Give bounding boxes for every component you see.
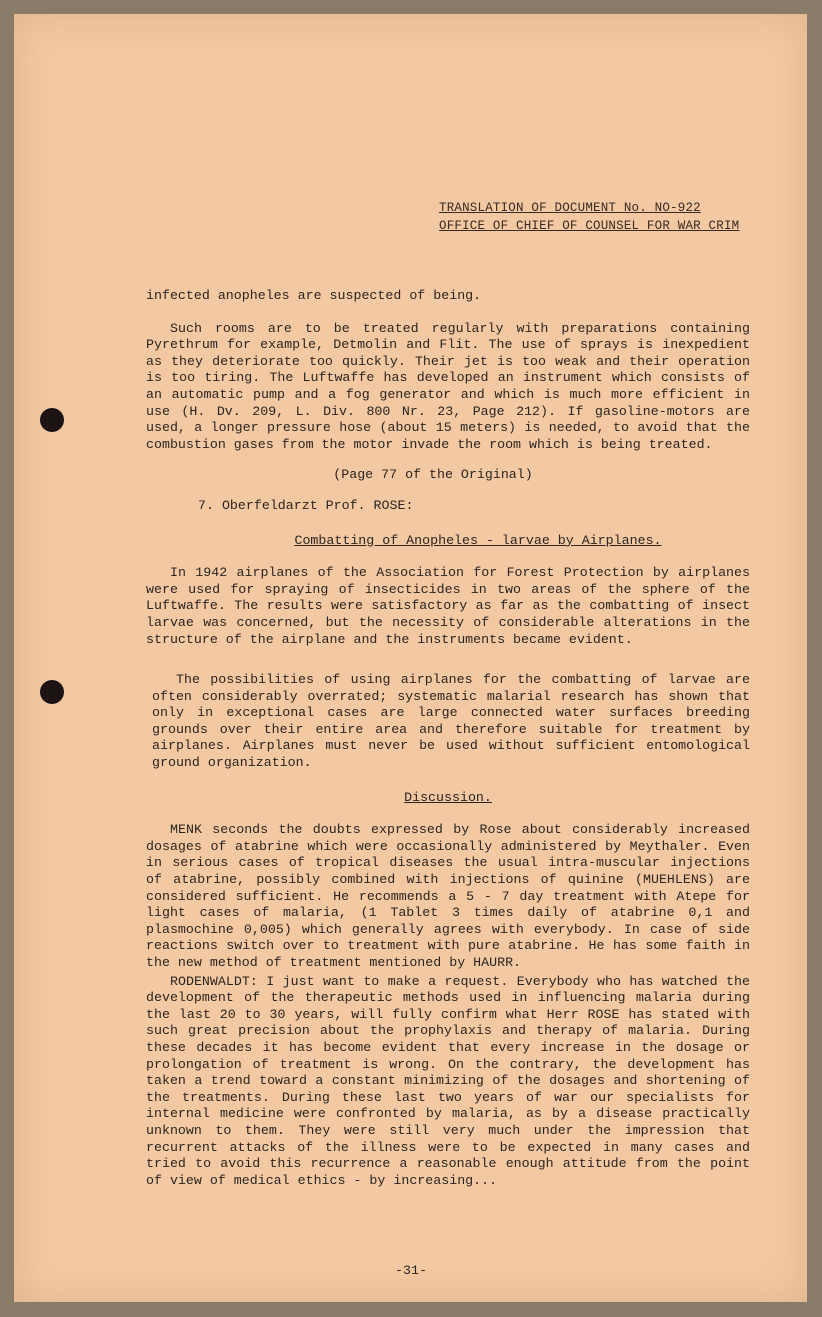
document-header bbox=[439, 199, 764, 235]
page-number: -31- bbox=[395, 1263, 427, 1278]
section-heading: 7. Oberfeldarzt Prof. ROSE: bbox=[198, 497, 414, 513]
paragraph-airplanes-1942: In 1942 airplanes of the Association for Forest Protection by airplanes were used for spraying of insecticides in two areas of the sphere of the Luftwaffe. The results were satisfactory as far as the combatting of insect larvae was concerned, but the necessity of considerable alterations in the structure of the airplane and the instruments became evident. bbox=[146, 565, 750, 647]
section-subtitle: Combatting of Anopheles - larvae by Airplanes. bbox=[294, 532, 662, 548]
page-reference: (Page 77 of the Original) bbox=[333, 467, 533, 483]
header-translation-line: TRANSLATION OF DOCUMENT No. NO-922 bbox=[439, 201, 701, 215]
paragraph-airplane-possibilities: The possibilities of using airplanes for the combatting of larvae are often considerably overrated; systematic malarial research has shown that only in exceptional cases are large connected water surfaces breeding grounds over their entire area and therefore suitable for treatment by airplanes. Airplanes must never be used without sufficient entomological ground organization. bbox=[152, 672, 750, 771]
binder-hole-top bbox=[40, 408, 64, 432]
paragraph-menk: MENK seconds the doubts expressed by Rose about considerably increased dosages of atabrine which were occasionally administered by Meythaler. Even in serious cases of tropical diseases the usual intra-muscular injections of atabrine, possibly combined with injections of quinine (MUEHLENS) are considered sufficient. He recommends a 5 - 7 day treatment with Atepe for light cases of malaria, (1 Tablet 3 times daily of atabrine 0,1 and plasmochine 0,005) which generally agrees with everybody. In case of side reactions switch over to treatment with pure atabrine. He has some faith in the new method of treatment mentioned by HAURR. bbox=[146, 822, 750, 970]
document-body bbox=[146, 288, 750, 1189]
discussion-heading: Discussion. bbox=[404, 789, 492, 805]
binder-hole-bottom bbox=[40, 680, 64, 704]
paragraph-rodenwaldt: RODENWALDT: I just want to make a request. Everybody who has watched the development of the therapeutic methods used in influencing malaria during the last 20 to 30 years, will fully confirm what Herr ROSE has stated with such great precision about the prophylaxis and therapy of malaria. During these decades it has become evident that every increase in the dosage or prolongation of treatment is wrong. On the contrary, the development has taken a trend toward a constant minimizing of the dosages and shortening of the treatments. During these last two years of war our specialists for internal medicine were confronted by malaria, as by a disease practically unknown to them. They were still very much under the impression that recurrent attacks of the illness were to be expected in many cases and tried to avoid this recurrence a reasonable enough attitude from the point of view of medical ethics - by increasing... bbox=[146, 973, 750, 1188]
paragraph-room-treatment: Such rooms are to be treated regularly with preparations containing Pyrethrum for example, Detmolin and Flit. The use of sprays is inexpedient as they deteriorate too quickly. Their jet is too weak and their operation is too tiring. The Luftwaffe has developed an instrument which consists of an automatic pump and a fog generator and which is much more efficient in use (H. Dv. 209, L. Div. 800 Nr. 23, Page 212). If gasoline-motors are used, a longer pressure hose (about 15 meters) is needed, to avoid that the combustion gases from the motor invade the room which is being treated. bbox=[146, 320, 750, 452]
paragraph-continuation: infected anopheles are suspected of being. bbox=[146, 288, 482, 303]
header-office-line: OFFICE OF CHIEF OF COUNSEL FOR WAR CRIM bbox=[439, 219, 740, 233]
